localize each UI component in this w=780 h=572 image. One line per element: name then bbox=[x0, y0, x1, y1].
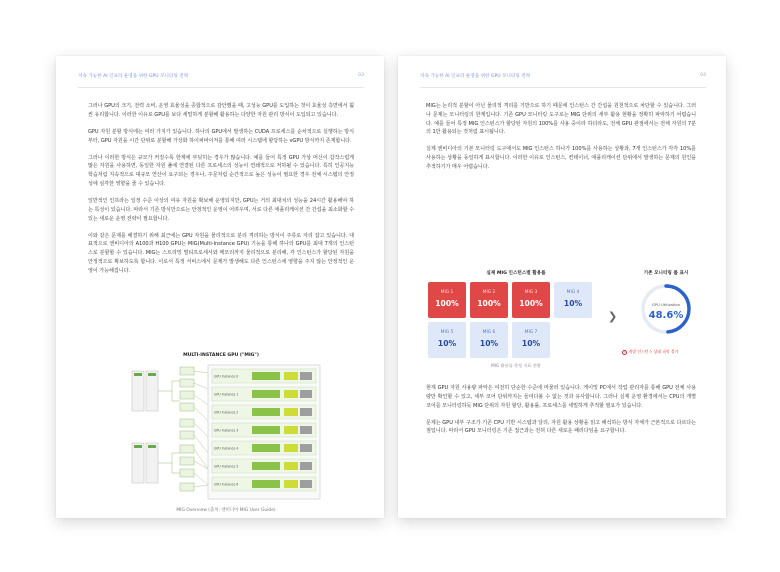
paragraph: 그러나 이러한 방식은 규모가 커질수록 한계에 부딪히는 경우가 많습니다. 예를 들어 특정 GPU 가상 머신이 갑작스럽게 많은 자원을 사용하면, 동일한 자원 풀에 연결된 다른 프로세스의 성능이 연쇄적으로 저하될 수 있습니다. 특히 인공지능 학습처럼 지속적으로 대규모 연산이 요구되는 경우나, 주문처럼 순간적으로 높은 성능이 필요한 경우 전체 시스템의 안정성에 심각한 영향을 줄 수 있습니다. bbox=[88, 154, 354, 187]
gauge-label: GPU Utilization bbox=[651, 302, 681, 307]
warning-icon: ! bbox=[623, 349, 626, 354]
mig-tile-value: 100% bbox=[477, 299, 501, 308]
mig-tile-label: MIG 5 bbox=[440, 330, 454, 335]
warning-note bbox=[622, 349, 706, 355]
figure-caption: MIG Overview (출처: 엔비디아 MIG User Guide) bbox=[176, 508, 276, 513]
gauge-value: 48.6% bbox=[648, 310, 684, 321]
instance-label: GPU Instance 5 bbox=[214, 464, 239, 469]
page-number: 04 bbox=[700, 73, 706, 78]
warning-text: 개별 인스턴스 상태 파악 불가 bbox=[628, 349, 679, 354]
paragraph: MIG는 논리적 분할이 아닌 물리적 격리를 기반으로 하기 때문에 인스턴스 간 간섭을 원천적으로 차단할 수 있습니다. 그러나 문제는 모니터링의 한계입니다. 기존 GPU 모니터링 도구로는 MIG 단위의 세부 활용 현황을 정확히 파악하기 어렵습니다. 예를 들어 특정 MIG 인스턴스가 할당된 자원의 100%를 사용 중이라 하더라도, 전체 GPU 관점에서는 전체 자원의 7분의 1만 활용되는 것처럼 표시됩니다. bbox=[426, 103, 696, 136]
mig-overview-diagram bbox=[128, 361, 326, 521]
mig-tile bbox=[512, 282, 550, 318]
header-divider bbox=[420, 87, 706, 88]
workload-stacks bbox=[132, 371, 158, 483]
gpu-instance-rows bbox=[212, 369, 316, 491]
figure-title: MULTI-INSTANCE GPU ("MIG") bbox=[183, 353, 259, 358]
running-head bbox=[78, 73, 364, 83]
running-head bbox=[420, 73, 706, 83]
paragraph: 일반적인 인프라는 일정 수준 이상의 여유 자원을 확보해 운영되지만, GPU는 거의 최대치의 성능을 24시간 활용해야 하는 특성이 있습니다. 따라서 기존 방식만으로는 안정적인 운영이 어려우며, 서로 다른 애플리케이션 간 간섭을 최소화할 수 있는 새로운 운영 전략이 필요합니다. bbox=[88, 197, 354, 222]
mig-tile-label: MIG 4 bbox=[566, 290, 580, 295]
mig-tile-label: MIG 3 bbox=[524, 290, 538, 295]
mig-tile-label: MIG 6 bbox=[482, 330, 496, 335]
instance-label: GPU Instance 3 bbox=[214, 428, 239, 433]
body-text bbox=[426, 102, 696, 180]
mig-utilization-figure bbox=[426, 270, 704, 374]
body-text bbox=[426, 384, 696, 444]
paragraph: 현재 GPU 자원 사용량 파악은 여전히 단순한 수준에 머물러 있습니다. 게이밍 PC에서 작업 관리자를 통해 GPU 전체 사용량만 확인할 수 있고, 세부 코어 단위까지는 들여다볼 수 없는 것과 유사합니다. 그러나 실제 운영 환경에서는 CPU의 개별 코어를 모니터링하듯 MIG 단위의 자원 할당, 활용률, 프로세스를 세밀하게 추적할 필요가 있습니다. bbox=[426, 385, 696, 409]
mig-tile-value: 10% bbox=[479, 339, 499, 348]
paragraph: 실제 엔비디아의 기본 모니터링 도구에서도 MIG 인스턴스 하나가 100%를 사용하는 상황과, 7개 인스턴스가 각각 10%를 사용하는 상황을 동일하게 표시합니다. 이러한 이유로 인스턴스, 컨테이너, 애플리케이션 단위에서 발생하는 문제의 원인을 추적하기가 매우 어렵습니다. bbox=[426, 146, 696, 170]
body-text bbox=[88, 102, 354, 284]
mig-tile bbox=[512, 322, 550, 358]
chevron-right-icon: ❯ bbox=[608, 310, 618, 323]
mig-tile bbox=[470, 322, 508, 358]
mig-tile bbox=[470, 282, 508, 318]
mig-tile-value: 100% bbox=[435, 299, 459, 308]
mig-tile bbox=[428, 282, 466, 318]
instance-label: GPU Instance 0 bbox=[214, 374, 239, 379]
header-divider bbox=[78, 87, 364, 88]
mig-tile-value: 10% bbox=[437, 339, 457, 348]
instance-label: GPU Instance 6 bbox=[214, 482, 239, 487]
legacy-monitor-title: 기존 모니터링 툴 표시 bbox=[643, 271, 689, 276]
mig-tile-value: 100% bbox=[519, 299, 543, 308]
left-page bbox=[56, 56, 384, 518]
running-head-text: 지속 가능한 AI 인프라 운영을 위한 GPU 모니터링 전략 bbox=[420, 74, 531, 79]
utilization-gauge bbox=[638, 281, 694, 337]
mig-tile-label: MIG 2 bbox=[482, 290, 496, 295]
figure-caption: MIG 활용률 측정 지표 현황 bbox=[491, 363, 541, 368]
mig-tile bbox=[428, 322, 466, 358]
instance-label: GPU Instance 1 bbox=[214, 392, 239, 397]
paragraph: 문제는 GPU 내부 구조가 기존 CPU 기반 시스템과 달리, 자원 활용 상황을 읽고 해석하는 방식 자체가 근본적으로 다르다는 점입니다. 따라서 GPU 모니터링은 기존 접근과는 전혀 다른 새로운 패러다임을 요구합니다. bbox=[426, 419, 696, 435]
right-page bbox=[398, 56, 726, 518]
running-head-text: 지속 가능한 AI 인프라 운영을 위한 GPU 모니터링 전략 bbox=[78, 74, 189, 79]
instance-label: GPU Instance 4 bbox=[214, 446, 239, 451]
paragraph: GPU 자원 분할 방식에는 여러 가지가 있습니다. 하나의 GPU에서 발생하는 CUDA 프로세스를 순차적으로 실행하는 방식부터, GPU 자원을 시간 단위로 분할해 가상화 하이퍼바이저를 통해 여러 시스템에 할당하는 vGPU 방식까지 존재합니다. bbox=[88, 128, 354, 144]
mig-tile-value: 10% bbox=[563, 299, 583, 308]
actual-utilization-title: 실제 MIG 인스턴스별 활용률 bbox=[486, 271, 546, 276]
mig-tile-label: MIG 7 bbox=[524, 330, 538, 335]
paragraph: 이와 같은 문제를 해결하기 위해 최근에는 GPU 자원을 물리적으로 분리 격리하는 방식이 주류로 자리 잡고 있습니다. 대표적으로 엔비디아의 A100과 H100 GPU는 MIG(Multi-Instance GPU) 기능을 통해 하나의 GPU를 최대 7개의 인스턴스로 분할할 수 있습니다. MIG는 스트리밍 멀티프로세서와 메모리까지 물리적으로 분리해, 각 인스턴스가 할당된 자원을 안정적으로 확보하도록 합니다. 이로서 특정 서비스에서 문제가 발생해도 다른 인스턴스에 영향을 주지 않는 안정적인 운영이 가능해집니다. bbox=[88, 232, 354, 274]
paragraph: 그러나 GPU의 크기, 전력 소비, 운영 효율성을 종합적으로 감안했을 때, 고성능 GPU를 도입하는 것이 효율성 측면에서 훨씬 유리합니다. 이러한 이유로 GPU를 보다 세밀하게 분할해 활용하는 다양한 자원 관리 방식이 도입되고 있습니다. bbox=[88, 103, 354, 118]
instance-label: GPU Instance 2 bbox=[214, 410, 239, 415]
mig-tile bbox=[554, 282, 592, 318]
mig-tile-value: 10% bbox=[521, 339, 541, 348]
page-number: 03 bbox=[358, 73, 364, 78]
mig-tile-label: MIG 1 bbox=[440, 290, 454, 295]
